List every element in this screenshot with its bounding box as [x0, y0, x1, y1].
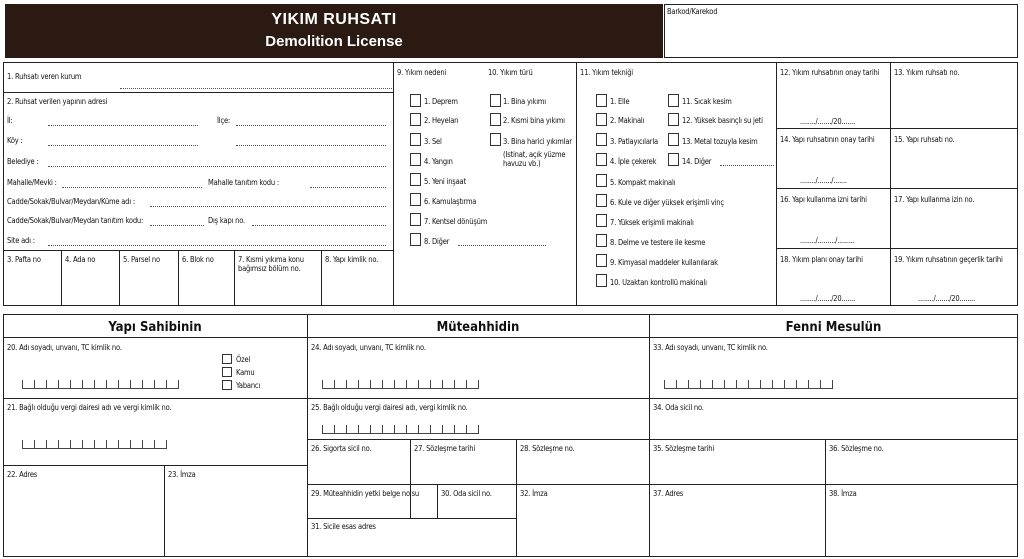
koy-input[interactable] [48, 145, 198, 146]
divider [307, 439, 649, 440]
ada-label: 4. Ada no [65, 255, 96, 264]
field-22-label: 22. Adres [7, 470, 38, 479]
field-26-label: 26. Sigorta sicil no. [311, 444, 372, 453]
s9-checkbox-3[interactable] [410, 133, 421, 146]
s11-label-11: 11. Sıcak kesim [682, 97, 732, 106]
owner-title: Yapı Sahibinin [108, 320, 202, 335]
divider [61, 250, 62, 306]
s11-label-4: 4. İple çekerek [610, 157, 657, 166]
field-20-label: 20. Adı soyadı, unvanı, TC kimlik no. [7, 343, 122, 352]
field-37-label: 37. Adres [653, 489, 684, 498]
divider [576, 62, 577, 306]
engineer-title: Fenni Mesulün [785, 320, 882, 335]
field-36-label: 36. Sözleşme no. [829, 444, 884, 453]
s11-checkbox-2[interactable] [596, 113, 607, 126]
divider [307, 518, 516, 519]
yapi-kimlik-label: 8. Yapı kimlik no. [325, 255, 379, 264]
s9-label-1: 1. Deprem [424, 97, 458, 106]
divider [307, 484, 649, 485]
cadde-label: Cadde/Sokak/Bulvar/Meydan/Küme adı : [7, 197, 135, 206]
divider [890, 62, 891, 306]
tax-no-input-contractor[interactable] [322, 425, 479, 434]
divider [649, 484, 1018, 485]
s11-label-7: 7. Yüksek erişimli makinalı [610, 218, 694, 227]
s11-checkbox-9[interactable] [596, 254, 607, 267]
ilce-input[interactable] [236, 125, 386, 126]
belediye-input[interactable] [48, 166, 386, 167]
field-16-value[interactable]: ......../........./......... [800, 236, 855, 245]
form-header [5, 4, 663, 58]
field-31-label: 31. Sicile esas adres [311, 522, 376, 531]
divider [410, 439, 411, 518]
field-13-label: 13. Yıkım ruhsatı no. [894, 68, 960, 77]
divider [776, 248, 1018, 249]
field-18-value[interactable]: ......../......./20....... [800, 294, 856, 303]
s11-checkbox-12[interactable] [668, 113, 679, 126]
field-24-label: 24. Adı soyadı, unvanı, TC kimlik no. [311, 343, 426, 352]
field-15-label: 15. Yapı ruhsatı no. [894, 135, 955, 144]
cadde-kodu-input[interactable] [150, 225, 204, 226]
site-input[interactable] [48, 245, 386, 246]
belediye-label: Belediye : [7, 157, 39, 166]
koy-label: Köy : [7, 136, 23, 145]
s11-label-8: 8. Delme ve testere ile kesme [610, 238, 706, 247]
owner-type-label-1: Özel [236, 355, 251, 364]
field-17-label: 17. Yapı kullanma izin no. [894, 195, 975, 204]
owner-type-checkbox-3[interactable] [222, 380, 232, 390]
field-2-label: 2. Ruhsat verilen yapının adresi [7, 97, 108, 106]
mahalle-label: Mahalle/Mevki : [7, 178, 57, 187]
pafta-label: 3. Pafta no [7, 255, 41, 264]
owner-type-label-3: Yabancı [236, 381, 261, 390]
s9-other-input[interactable] [458, 245, 546, 246]
field-34-label: 34. Oda sicil no. [653, 403, 704, 412]
divider [776, 62, 777, 306]
field-12-value[interactable]: ......../......./20....... [800, 117, 856, 126]
divider [307, 398, 649, 399]
field-29-label: 29. Müteahhidin yetki belge no'su [311, 489, 419, 498]
s10-label-3: 3. Bina harici yıkımlar [503, 137, 572, 146]
s11-checkbox-8[interactable] [596, 234, 607, 247]
field-25-label: 25. Bağlı olduğu vergi dairesi adı, vergi kimlik no. [311, 403, 468, 412]
s11-checkbox-3[interactable] [596, 133, 607, 146]
field-14-label: 14. Yapı ruhsatının onay tarihi [780, 135, 875, 144]
s11-checkbox-7[interactable] [596, 214, 607, 227]
divider [234, 250, 235, 306]
owner-type-label-2: Kamu [236, 368, 255, 377]
contractor-title: Müteahhidin [436, 320, 520, 335]
divider [3, 398, 307, 399]
s9-label-7: 7. Kentsel dönüşüm [424, 217, 488, 226]
field-33-label: 33. Adı soyadı, unvanı, TC kimlik no. [653, 343, 768, 352]
s9-checkbox-4[interactable] [410, 153, 421, 166]
s9-label-8: 8. Diğer [424, 237, 450, 246]
field-30-label: 30. Oda sicil no. [441, 489, 492, 498]
mahalle-kodu-input[interactable] [310, 187, 386, 188]
divider [516, 439, 517, 557]
field-28-label: 28. Sözleşme no. [520, 444, 575, 453]
il-label: İl: [7, 116, 13, 125]
divider [649, 314, 650, 557]
blok-label: 6. Blok no [182, 255, 214, 264]
s11-checkbox-4[interactable] [596, 153, 607, 166]
tc-no-input-contractor[interactable] [322, 380, 479, 389]
s9-checkbox-6[interactable] [410, 193, 421, 206]
divider [825, 439, 826, 557]
divider [649, 398, 1018, 399]
s11-label-10: 10. Uzaktan kontrollü makinalı [610, 278, 707, 287]
s11-label-3: 3. Patlayıcılarla [610, 137, 658, 146]
field-14-value[interactable]: ......../......./....... [800, 176, 847, 185]
tc-no-input-owner[interactable] [22, 380, 179, 389]
dis-kapi-input[interactable] [252, 225, 386, 226]
dis-kapi-label: Dış kapı no. [208, 216, 245, 225]
bottom-section [3, 314, 1018, 557]
ilce-label: İlçe: [217, 116, 231, 125]
s9-checkbox-1[interactable] [410, 94, 421, 107]
field-27-label: 27. Sözleşme tarihi [414, 444, 476, 453]
s9-checkbox-7[interactable] [410, 213, 421, 226]
s11-checkbox-6[interactable] [596, 194, 607, 207]
s11-checkbox-5[interactable] [596, 174, 607, 187]
divider [3, 92, 394, 93]
s9-label-3: 3. Sel [424, 137, 442, 146]
cadde-kodu-label: Cadde/Sokak/Bulvar/Meydan tanıtım kodu: [7, 216, 144, 225]
s9-label-6: 6. Kamulaştırma [424, 197, 477, 206]
s9-checkbox-2[interactable] [410, 113, 421, 126]
owner-type-checkbox-1[interactable] [222, 354, 232, 364]
s11-checkbox-13[interactable] [668, 133, 679, 146]
s10-label-2: 2. Kısmi bina yıkımı [503, 116, 565, 125]
field-19-label: 19. Yıkım ruhsatının geçerlik tarihi [894, 255, 1003, 264]
tax-no-input-owner[interactable] [22, 440, 167, 449]
s9-label-2: 2. Heyelan [424, 116, 459, 125]
barcode-label: Barkod/Karekod [667, 7, 718, 16]
divider [649, 439, 1018, 440]
s9-checkbox-8[interactable] [410, 233, 421, 246]
divider [3, 465, 307, 466]
mahalle-kodu-label: Mahalle tanıtım kodu : [208, 178, 279, 187]
owner-type-checkbox-2[interactable] [222, 367, 232, 377]
form-title: YIKIM RUHSATI [271, 11, 397, 28]
divider [119, 250, 120, 306]
s11-label-12: 12. Yüksek basınçlı su jeti [682, 116, 763, 125]
s11-checkbox-1[interactable] [596, 94, 607, 107]
tc-no-input-engineer[interactable] [664, 380, 833, 389]
s10-checkbox-1[interactable] [490, 94, 501, 107]
s11-label-6: 6. Kule ve diğer yüksek erişimli vinç [610, 198, 724, 207]
s10-title: 10. Yıkım türü [488, 68, 533, 77]
field-21-label: 21. Bağlı olduğu vergi dairesi adı ve vergi kimlik no. [7, 403, 172, 412]
field-16-label: 16. Yapı kullanma izni tarihi [780, 195, 867, 204]
field-38-label: 38. İmza [829, 489, 857, 498]
field-1-label: 1. Ruhsatı veren kurum [7, 72, 82, 81]
mahalle-input[interactable] [62, 187, 202, 188]
divider [3, 337, 1018, 338]
field-35-label: 35. Sözleşme tarihi [653, 444, 715, 453]
s10-checkbox-3[interactable] [490, 133, 501, 146]
divider [321, 250, 322, 306]
s11-checkbox-14[interactable] [668, 153, 679, 166]
s11-label-13: 13. Metal tozuyla kesim [682, 137, 758, 146]
il-input[interactable] [48, 125, 198, 126]
bagimsiz-bolum-label: 7. Kısmi yıkıma konu bağımsız bölüm no. [238, 255, 304, 273]
s11-label-2: 2. Makinalı [610, 116, 645, 125]
field-1-input[interactable] [120, 88, 392, 89]
s11-label-14: 14. Diğer [682, 157, 712, 166]
divider [178, 250, 179, 306]
s11-label-9: 9. Kimyasal maddeler kullanılarak [610, 258, 718, 267]
s11-checkbox-10[interactable] [596, 274, 607, 287]
field-18-label: 18. Yıkım planı onay tarihi [780, 255, 863, 264]
divider [437, 484, 438, 518]
s9-label-4: 4. Yangın [424, 157, 453, 166]
koy-input-2[interactable] [236, 145, 386, 146]
s11-checkbox-11[interactable] [668, 94, 679, 107]
divider [307, 314, 308, 557]
site-label: Site adı : [7, 236, 35, 245]
divider [776, 188, 1018, 189]
s11-other-input[interactable] [720, 165, 774, 166]
s9-title: 9. Yıkım nedeni [397, 68, 447, 77]
form-subtitle: Demolition License [265, 33, 403, 50]
parsel-label: 5. Parsel no [123, 255, 160, 264]
s11-title: 11. Yıkım tekniği [580, 68, 633, 77]
s10-note: (Istinat, açık yüzme havuzu vb.) [503, 150, 566, 168]
cadde-input[interactable] [150, 206, 386, 207]
divider [164, 465, 165, 557]
field-23-label: 23. İmza [168, 470, 196, 479]
field-19-value[interactable]: ......../......./20........ [918, 294, 976, 303]
s11-label-1: 1. Elle [610, 97, 630, 106]
divider [776, 128, 1018, 129]
s9-label-5: 5. Yeni inşaat [424, 177, 466, 186]
s10-checkbox-2[interactable] [490, 113, 501, 126]
s9-checkbox-5[interactable] [410, 173, 421, 186]
field-32-label: 32. İmza [520, 489, 548, 498]
s10-label-1: 1. Bina yıkımı [503, 97, 546, 106]
s11-label-5: 5. Kompakt makinalı [610, 178, 676, 187]
field-12-label: 12. Yıkım ruhsatının onay tarihi [780, 68, 880, 77]
